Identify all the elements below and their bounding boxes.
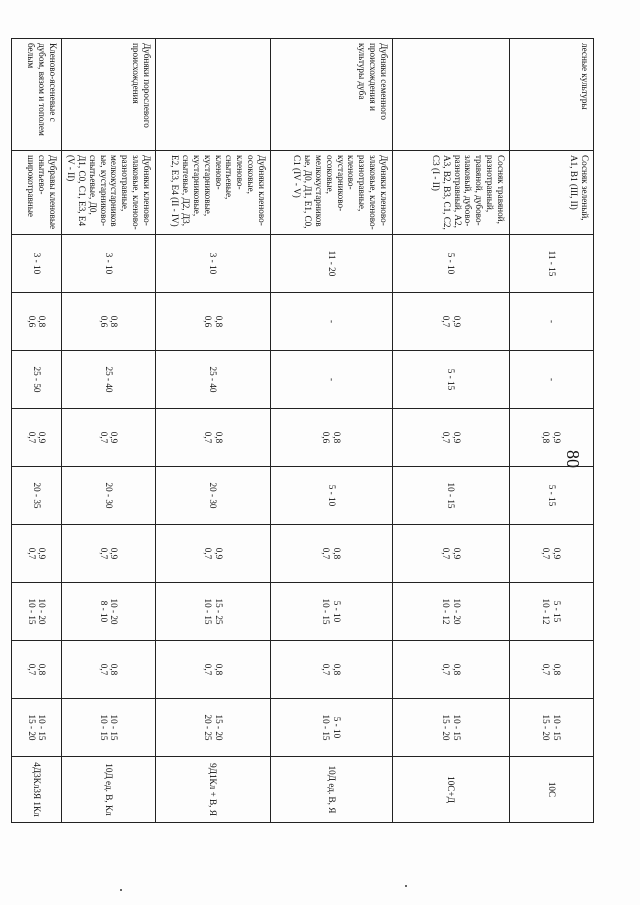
cell-value: - xyxy=(510,293,594,351)
cell-value: 10 - 15 15 - 20 xyxy=(12,699,62,757)
cell-value: 0,8 0,6 xyxy=(62,293,156,351)
cell-value: 11 - 15 xyxy=(510,235,594,293)
cell-forest-group xyxy=(156,39,271,151)
scan-speck xyxy=(405,885,407,887)
cell-value: 5 - 10 10 - 15 xyxy=(271,583,393,641)
cell-value: 10 - 15 15 - 20 xyxy=(393,699,510,757)
cell-value: 10Д ед. В, Кл xyxy=(62,757,156,823)
table-row xyxy=(271,39,393,823)
cell-value: 10С+Д xyxy=(393,757,510,823)
table-row xyxy=(62,39,156,823)
cell-value: 0,8 0,7 xyxy=(62,641,156,699)
cell-value: 0,8 0,7 xyxy=(156,641,271,699)
cell-value: 20 - 35 xyxy=(12,467,62,525)
cell-value: 0,8 0,7 xyxy=(12,641,62,699)
cell-value: 5 - 10 10 - 15 xyxy=(271,699,393,757)
cell-forest-group: Кленово-ясеневые с дубом, вязом и тополем белым xyxy=(12,39,62,151)
table-row xyxy=(393,39,510,823)
forest-table xyxy=(11,38,594,823)
cell-value: 0,8 0,6 xyxy=(156,293,271,351)
cell-value: 5 - 15 xyxy=(510,467,594,525)
cell-value: 5 - 15 xyxy=(393,351,510,409)
cell-forest-group: Дубняки семенного происхождения и культуры дуба xyxy=(271,39,393,151)
table-row xyxy=(156,39,271,823)
cell-value: 3 - 10 xyxy=(62,235,156,293)
cell-value: 10 - 20 10 - 15 xyxy=(12,583,62,641)
cell-value: 0,9 0,7 xyxy=(12,409,62,467)
cell-value: 10С xyxy=(510,757,594,823)
cell-value: 25 - 50 xyxy=(12,351,62,409)
cell-value: 10 - 20 10 - 12 xyxy=(393,583,510,641)
cell-value: 10 - 15 15 - 20 xyxy=(510,699,594,757)
cell-value: 0,9 0,8 xyxy=(510,409,594,467)
cell-value: 5 - 10 xyxy=(271,467,393,525)
cell-forest-type: Сосняк зеленый, А1, В1 (III, II) xyxy=(510,151,594,235)
table-row xyxy=(510,39,594,823)
cell-value: 0,9 0,7 xyxy=(393,293,510,351)
cell-forest-type: Дубняки кленово-злаковые, кленово-разнотравные, кленово-кустарниково-осоковые, мелкокустарниковые, Д0, Д1, Е1, С0, С1 (IV - V) xyxy=(271,151,393,235)
cell-value: - xyxy=(271,351,393,409)
cell-value: 15 - 25 10 - 15 xyxy=(156,583,271,641)
cell-value: 0,9 0,7 xyxy=(393,525,510,583)
cell-value: 0,8 0,7 xyxy=(271,525,393,583)
cell-value: 25 - 40 xyxy=(62,351,156,409)
cell-value: 25 - 40 xyxy=(156,351,271,409)
table-row xyxy=(12,39,62,823)
cell-value: 0,9 0,7 xyxy=(62,525,156,583)
scan-speck xyxy=(120,889,122,891)
cell-value: 0,9 0,7 xyxy=(393,409,510,467)
cell-value: 0,9 0,7 xyxy=(510,525,594,583)
cell-value: 0,8 0,7 xyxy=(156,409,271,467)
cell-value: 10 - 15 xyxy=(393,467,510,525)
cell-forest-type: Сосняк травяной, разнотравный, травяной, дубово-злаковый, дубово-разнотравный, А2, А3, В2, В3, С1, С2, С3 (I - II) xyxy=(393,151,510,235)
cell-value: 15 - 20 20 - 25 xyxy=(156,699,271,757)
cell-forest-type: Дубняки кленово-злаковые, кленово-разнотравные, мелкокустарниковые, кустарниково-снытьевые, Д0, Д1, С0, С1, Е3, Е4 (V - II) xyxy=(62,151,156,235)
cell-value: 0,8 0,7 xyxy=(393,641,510,699)
cell-value: 0,9 0,7 xyxy=(156,525,271,583)
cell-value: 3 - 10 xyxy=(156,235,271,293)
cell-value: 5 - 15 10 - 12 xyxy=(510,583,594,641)
cell-value: 11 - 20 xyxy=(271,235,393,293)
cell-value: - xyxy=(271,293,393,351)
cell-value: 0,9 0,7 xyxy=(12,525,62,583)
cell-forest-type: Дубняки кленово-осоковые, кленово-снытьевые, кленово-кустарниковые, кустарниковые, снытевые, Д2, Д3, Е2, Е3, Е4 (II - IV) xyxy=(156,151,271,235)
cell-value: 10 - 20 8 - 10 xyxy=(62,583,156,641)
table-body xyxy=(12,39,594,823)
rotated-table-wrapper xyxy=(26,38,594,822)
cell-value: 20 - 30 xyxy=(62,467,156,525)
cell-value: 5 - 10 xyxy=(393,235,510,293)
cell-forest-group: лесные культуры xyxy=(510,39,594,151)
page-number: 80 xyxy=(563,450,583,468)
cell-value: 0,8 0,6 xyxy=(12,293,62,351)
cell-value: 0,9 0,7 xyxy=(62,409,156,467)
cell-value: 10Д ед. В, Я xyxy=(271,757,393,823)
cell-value: 0,8 0,6 xyxy=(271,409,393,467)
cell-value: 10 - 15 10 - 15 xyxy=(62,699,156,757)
cell-value: 9Д1Кл + В, Я xyxy=(156,757,271,823)
cell-forest-type: Дубравы кленовые снытьево-широкотравные xyxy=(12,151,62,235)
cell-forest-group: Дубняки порослевого происхождения xyxy=(62,39,156,151)
cell-value: 0,8 0,7 xyxy=(271,641,393,699)
cell-value: 4Д3Кл3Я 1Кл xyxy=(12,757,62,823)
cell-value: 0,8 0,7 xyxy=(510,641,594,699)
cell-value: 3 - 10 xyxy=(12,235,62,293)
cell-value: - xyxy=(510,351,594,409)
cell-value: 20 - 30 xyxy=(156,467,271,525)
cell-forest-group xyxy=(393,39,510,151)
